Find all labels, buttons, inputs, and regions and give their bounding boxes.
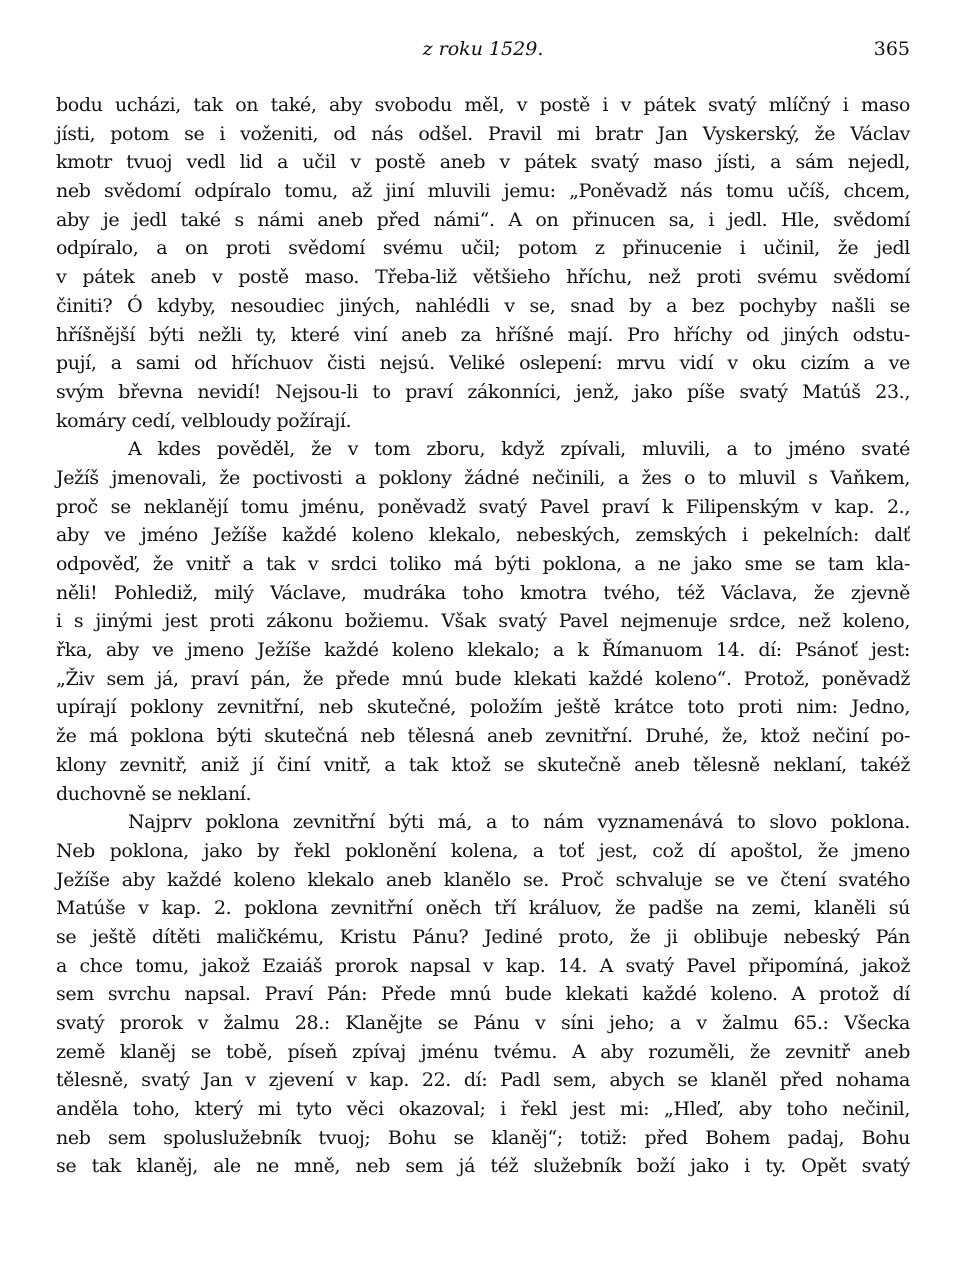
- text-line: země klaněj se tobě, píseň zpívaj jménu tvému. A aby rozuměli, že zevnitř aneb: [56, 1040, 910, 1063]
- text-line: se tak klaněj, ale ne mně, neb sem já též služebník boží jako i ty. Opět svatý: [56, 1155, 910, 1178]
- text-line: „Živ sem já, praví pán, že přede mnú bude klekati každé koleno“. Protož, poněvadž: [56, 667, 910, 690]
- text-line: pují, a sami od hříchuov čisti nejsú. Veliké oslepení: mrvu vidí v oku cizím a ve: [56, 352, 910, 375]
- text-line: svatý prorok v žalmu 28.: Klanějte se Pánu v síni jeho; a v žalmu 65.: Všecka: [56, 1012, 910, 1034]
- text-line: Neb poklona, jako by řekl poklonění kolena, a toť jest, což dí apoštol, že jmeno: [56, 839, 910, 862]
- text-line: činiti? Ó kdyby, nesoudiec jiných, nahlédli v se, snad by a bez pochyby našli se: [56, 294, 910, 317]
- text-line: sem svrchu napsal. Praví Pán: Přede mnú bude klekati každé koleno. A protož dí: [56, 983, 910, 1006]
- text-line: bodu ucházi, tak on také, aby svobodu měl, v postě i v pátek svatý mlíčný i maso: [56, 94, 910, 116]
- text-line: anděla toho, který mi tyto věci okazoval; i řekl jest mi: „Hleď, aby toho nečinil,: [56, 1098, 910, 1121]
- text-line: komáry cedí, velbloudy požírají.: [56, 409, 352, 432]
- text-line: upírají poklony zevnitřní, neb skutečné, položím ještě krátce toto proti nim: Jedno,: [56, 696, 910, 719]
- text-line: i s jinými jest proti zákonu božiemu. Však svatý Pavel nejmenuje srdce, než koleno,: [56, 610, 910, 633]
- text-line: duchovně se neklaní.: [56, 782, 252, 805]
- text-line: neb sem spoluslužebník tvuoj; Bohu se klaněj“; totiž: před Bohem padaj, Bohu: [56, 1126, 910, 1149]
- text-line: že má poklona býti skutečná neb tělesná aneb zevnitřní. Druhé, že, ktož nečiní po-: [56, 725, 910, 748]
- text-line: proč se neklanějí tomu jménu, poněvadž svatý Pavel praví k Filipenským v kap. 2.,: [56, 495, 910, 518]
- text-line: kmotr tvuoj vedl lid a učil v postě aneb v pátek svatý maso jísti, a sám nejedl,: [56, 151, 910, 174]
- text-line: Ježíš jmenovali, že poctivosti a poklony žádné nečinili, a žes o to mluvil s Vaňkem,: [56, 466, 910, 489]
- text-line: a chce tomu, jakož Ezaiáš prorok napsal v kap. 14. A svatý Pavel připomíná, jakož: [56, 954, 910, 977]
- text-line: svým břevna nevidí! Nejsou-li to praví zákonníci, jenž, jako píše svatý Matúš 23.,: [56, 380, 910, 403]
- text-line: něli! Pohlediž, milý Václave, mudráka toho kmotra tvého, též Václava, že zjevně: [56, 581, 910, 604]
- page-number: 365: [873, 38, 910, 60]
- text-line: neb svědomí odpíralo tomu, až jiní mluvili jemu: „Poněvadž nás tomu učíš, chcem,: [56, 180, 910, 203]
- text-line: A kdes pověděl, že v tom zboru, když zpívali, mluvili, a to jméno svaté: [128, 438, 910, 461]
- text-line: hříšnější býti nežli ty, které viní aneb za hříšné mají. Pro hříchy od jiných odstu-: [56, 323, 910, 346]
- text-line: aby ve jméno Ježíše každé koleno klekalo, nebeských, zemských i pekelních: dalť: [56, 524, 910, 547]
- text-line: jísti, potom se i voženiti, od nás odšel. Pravil mi bratr Jan Vyskerský, že Václav: [56, 122, 910, 145]
- body-text: [56, 91, 910, 1181]
- text-line: tělesně, svatý Jan v zjevení v kap. 22. dí: Padl sem, abych se klaněl před nohama: [56, 1069, 910, 1092]
- text-line: Matúše v kap. 2. poklona zevnitřní oněch tří králuov, že padše na zemi, klaněli sú: [56, 897, 910, 920]
- text-line: klony zevnitř, aniž jí činí vnitř, a tak ktož se skutečně aneb tělesně neklaní, takéž: [56, 753, 910, 776]
- text-line: řka, aby ve jmeno Ježíše každé koleno klekalo; a k Římanuom 14. dí: Psánoť jest:: [56, 639, 910, 662]
- text-line: odpověď, že vnitř a tak v srdci toliko má býti poklona, a ne jako sme se tam kla-: [56, 553, 910, 575]
- text-line: odpíralo, a on proti svědomí svému učil; potom z přinucenie i učinil, že jedl: [56, 237, 910, 260]
- running-title: z roku 1529.: [422, 38, 544, 60]
- text-line: Ježíše aby každé koleno klekalo aneb klanělo se. Proč schvaluje se ve čtení svatého: [56, 868, 910, 891]
- text-line: v pátek aneb v postě maso. Třeba-liž většieho hříchu, než proti svému svědomí: [56, 266, 910, 289]
- text-line: Najprv poklona zevnitřní býti má, a to nám vyznamenává to slovo poklona.: [128, 811, 910, 834]
- text-line: se ještě dítěti maličkému, Kristu Pánu? Jediné proto, že ji oblibuje nebeský Pán: [56, 925, 910, 948]
- running-head: [56, 38, 910, 66]
- text-line: aby je jedl také s námi aneb před námi“. A on přinucen sa, i jedl. Hle, svědomí: [56, 208, 910, 231]
